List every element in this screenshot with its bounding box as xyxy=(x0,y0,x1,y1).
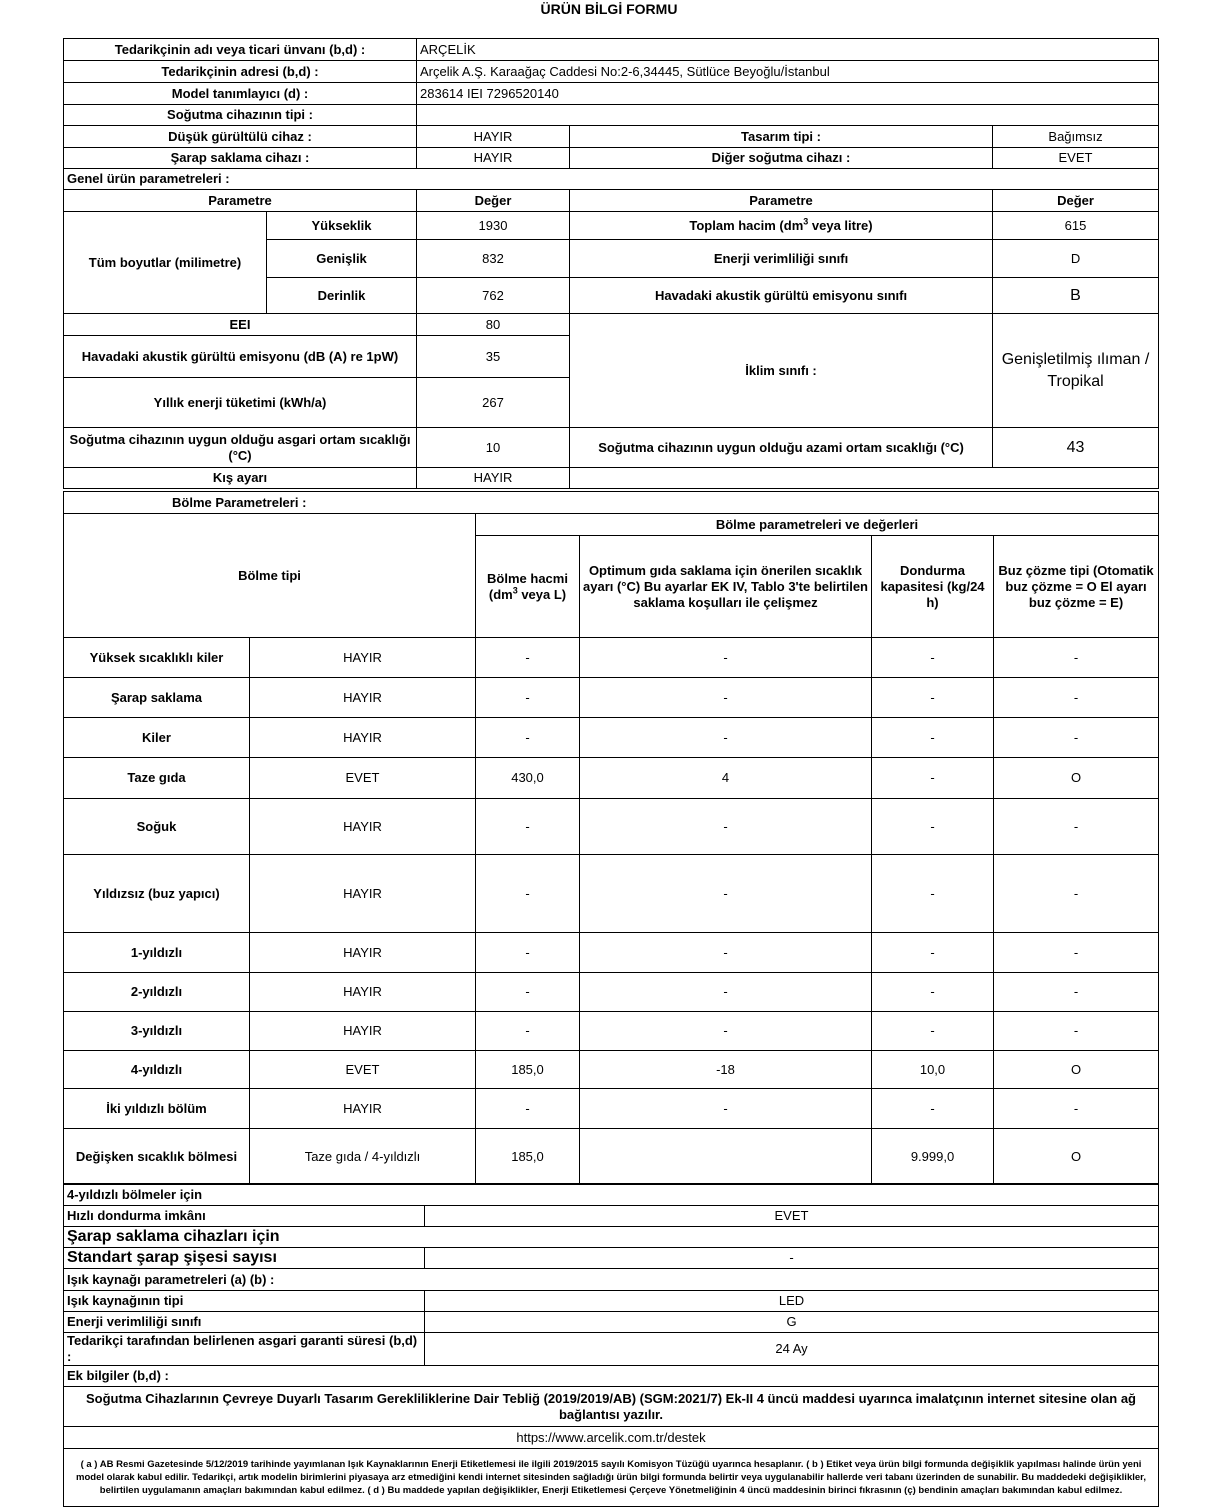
compartment-row xyxy=(64,973,1159,1012)
compartment-volume: - xyxy=(476,638,580,678)
compartment-freeze: - xyxy=(872,758,994,799)
compartment-type-header: Bölme tipi xyxy=(64,514,476,638)
winter-setting-value: HAYIR xyxy=(417,468,570,489)
compartment-volume: - xyxy=(476,718,580,758)
compartment-temp: - xyxy=(580,678,872,718)
design-type-label: Tasarım tipi : xyxy=(570,126,993,148)
compartment-freeze: - xyxy=(872,678,994,718)
compartment-volume: 185,0 xyxy=(476,1129,580,1185)
compartment-row xyxy=(64,1051,1159,1089)
eei-value: 80 xyxy=(417,314,570,336)
wine-appliance-label: Şarap saklama cihazı : xyxy=(64,148,417,169)
max-temp-label: Soğutma cihazının uygun olduğu azami ortam sıcaklığı (°C) xyxy=(570,428,993,468)
appliance-type-label: Soğutma cihazının tipi : xyxy=(64,105,417,126)
compartment-volume: - xyxy=(476,799,580,855)
noise-class-label: Havadaki akustik gürültü emisyonu sınıfı xyxy=(570,278,993,314)
fast-freeze-value: EVET xyxy=(425,1206,1159,1227)
compartment-name: Şarap saklama xyxy=(64,678,250,718)
compartment-volume: - xyxy=(476,678,580,718)
max-temp-value: 43 xyxy=(993,428,1159,468)
compartment-row xyxy=(64,1012,1159,1051)
compartment-defrost: - xyxy=(994,933,1159,973)
depth-label: Derinlik xyxy=(267,278,417,314)
compartment-defrost: - xyxy=(994,718,1159,758)
compartment-defrost: - xyxy=(994,1089,1159,1129)
compartment-present: EVET xyxy=(250,758,476,799)
supplier-address-value: Arçelik A.Ş. Karaağaç Caddesi No:2-6,34445, Sütlüce Beyoğlu/İstanbul xyxy=(417,61,1159,83)
value-header: Değer xyxy=(417,190,570,212)
compartment-name: 1-yıldızlı xyxy=(64,933,250,973)
compartment-defrost: - xyxy=(994,1012,1159,1051)
winter-setting-blank xyxy=(570,468,1159,489)
compartment-defrost-header: Buz çözme tipi (Otomatik buz çözme = O El ayarı buz çözme = E) xyxy=(994,536,1159,638)
wine-section-label: Şarap saklama cihazları için xyxy=(64,1227,1159,1248)
compartment-row xyxy=(64,1089,1159,1129)
compartment-name: Yıldızsız (buz yapıcı) xyxy=(64,855,250,933)
compartment-name: Taze gıda xyxy=(64,758,250,799)
climate-class-label: İklim sınıfı : xyxy=(570,314,993,428)
supplier-name-value: ARÇELİK xyxy=(417,39,1159,61)
compartment-freeze: - xyxy=(872,1012,994,1051)
compartment-name: Kiler xyxy=(64,718,250,758)
compartment-freeze: - xyxy=(872,799,994,855)
annual-energy-value: 267 xyxy=(417,378,570,428)
compartment-temp: 4 xyxy=(580,758,872,799)
general-section-label: Genel ürün parametreleri : xyxy=(64,169,1159,190)
compartment-row xyxy=(64,855,1159,933)
compartment-present: HAYIR xyxy=(250,933,476,973)
compartment-defrost: - xyxy=(994,799,1159,855)
value-header-2: Değer xyxy=(993,190,1159,212)
compartment-temp: - xyxy=(580,1012,872,1051)
total-volume-value: 615 xyxy=(993,212,1159,240)
depth-value: 762 xyxy=(417,278,570,314)
compartment-volume: - xyxy=(476,1089,580,1129)
light-type-label: Işık kaynağının tipi xyxy=(64,1291,425,1312)
compartment-freeze: - xyxy=(872,855,994,933)
height-value: 1930 xyxy=(417,212,570,240)
compartment-name: 3-yıldızlı xyxy=(64,1012,250,1051)
compartment-row xyxy=(64,799,1159,855)
compartment-table xyxy=(63,491,1159,1185)
compartment-freeze-header: Dondurma kapasitesi (kg/24 h) xyxy=(872,536,994,638)
light-class-label: Enerji verimliliği sınıfı xyxy=(64,1312,425,1333)
compartment-section-label: Bölme Parametreleri : xyxy=(64,492,1159,514)
low-noise-label: Düşük gürültülü cihaz : xyxy=(64,126,417,148)
bottom-table xyxy=(63,1183,1159,1507)
climate-class-value: Genişletilmiş ılıman / Tropikal xyxy=(993,314,1159,428)
extra-info-text: Soğutma Cihazlarının Çevreye Duyarlı Tasarım Gerekliliklerine Dair Tebliğ (2019/2019/AB) (SGM:2021/7) Ek-II 4 üncü maddesi uyarınca imalatçının internet sitesine olan ağ bağlantısı yazılır. xyxy=(64,1387,1159,1427)
compartment-temp: - xyxy=(580,638,872,678)
compartment-defrost: O xyxy=(994,758,1159,799)
extra-info-label: Ek bilgiler (b,d) : xyxy=(64,1366,1159,1387)
form-title: ÜRÜN BİLGİ FORMU xyxy=(540,1,678,17)
design-type-value: Bağımsız xyxy=(993,126,1159,148)
compartment-freeze: 9.999,0 xyxy=(872,1129,994,1185)
compartment-freeze: - xyxy=(872,718,994,758)
compartment-freeze: 10,0 xyxy=(872,1051,994,1089)
supplier-name-label: Tedarikçinin adı veya ticari ünvanı (b,d) : xyxy=(64,39,417,61)
support-link[interactable]: https://www.arcelik.com.tr/destek xyxy=(64,1427,1159,1449)
compartment-row xyxy=(64,1129,1159,1185)
compartment-row xyxy=(64,718,1159,758)
compartment-present: HAYIR xyxy=(250,799,476,855)
noise-db-label: Havadaki akustik gürültü emisyonu (dB (A) re 1pW) xyxy=(64,336,417,378)
compartment-freeze: - xyxy=(872,933,994,973)
param-header-2: Parametre xyxy=(570,190,993,212)
compartment-defrost: O xyxy=(994,1129,1159,1185)
noise-db-value: 35 xyxy=(417,336,570,378)
height-label: Yükseklik xyxy=(267,212,417,240)
compartment-row xyxy=(64,933,1159,973)
compartment-name: 4-yıldızlı xyxy=(64,1051,250,1089)
compartment-volume: 430,0 xyxy=(476,758,580,799)
compartment-temp: - xyxy=(580,933,872,973)
compartment-name: Soğuk xyxy=(64,799,250,855)
min-temp-label: Soğutma cihazının uygun olduğu asgari ortam sıcaklığı (°C) xyxy=(64,428,417,468)
compartment-volume: - xyxy=(476,1012,580,1051)
general-table xyxy=(63,38,1159,489)
compartment-temp: - xyxy=(580,718,872,758)
compartment-present: HAYIR xyxy=(250,678,476,718)
compartment-volume: - xyxy=(476,973,580,1012)
warranty-value: 24 Ay xyxy=(425,1333,1159,1366)
compartment-present: Taze gıda / 4-yıldızlı xyxy=(250,1129,476,1185)
compartment-freeze: - xyxy=(872,638,994,678)
eei-label: EEI xyxy=(64,314,417,336)
compartment-present: HAYIR xyxy=(250,1089,476,1129)
light-type-value: LED xyxy=(425,1291,1159,1312)
compartment-temp: - xyxy=(580,855,872,933)
wine-appliance-value: HAYIR xyxy=(417,148,570,169)
annual-energy-label: Yıllık enerji tüketimi (kWh/a) xyxy=(64,378,417,428)
compartment-freeze: - xyxy=(872,1089,994,1129)
compartment-temp: - xyxy=(580,799,872,855)
energy-class-value: D xyxy=(993,240,1159,278)
compartment-name: Yüksek sıcaklıklı kiler xyxy=(64,638,250,678)
compartment-volume: 185,0 xyxy=(476,1051,580,1089)
wine-bottles-value: - xyxy=(425,1248,1159,1269)
winter-setting-label: Kış ayarı xyxy=(64,468,417,489)
four-star-section-label: 4-yıldızlı bölmeler için xyxy=(64,1184,1159,1206)
low-noise-value: HAYIR xyxy=(417,126,570,148)
other-appliance-value: EVET xyxy=(993,148,1159,169)
compartment-row xyxy=(64,678,1159,718)
compartment-group-header: Bölme parametreleri ve değerleri xyxy=(476,514,1159,536)
compartment-defrost: - xyxy=(994,855,1159,933)
energy-class-label: Enerji verimliliği sınıfı xyxy=(570,240,993,278)
min-temp-value: 10 xyxy=(417,428,570,468)
wine-bottles-label: Standart şarap şişesi sayısı xyxy=(64,1248,425,1269)
compartment-volume-header: Bölme hacmi ($dm^3$ veya L) xyxy=(476,536,580,638)
compartment-temp xyxy=(580,1129,872,1185)
warranty-label: Tedarikçi tarafından belirlenen asgari garanti süresi (b,d) : xyxy=(64,1333,425,1366)
compartment-temp: - xyxy=(580,973,872,1012)
compartment-present: HAYIR xyxy=(250,1012,476,1051)
compartment-defrost: - xyxy=(994,638,1159,678)
compartment-volume: - xyxy=(476,855,580,933)
total-volume-label: Toplam hacim ($dm^3$ veya litre) xyxy=(570,212,993,240)
compartment-row xyxy=(64,758,1159,799)
model-value: 283614 IEI 7296520140 xyxy=(417,83,1159,105)
model-label: Model tanımlayıcı (d) : xyxy=(64,83,417,105)
compartment-defrost: - xyxy=(994,973,1159,1012)
compartment-name: 2-yıldızlı xyxy=(64,973,250,1012)
compartment-present: HAYIR xyxy=(250,973,476,1012)
light-section-label: Işık kaynağı parametreleri (a) (b) : xyxy=(64,1269,1159,1291)
supplier-address-label: Tedarikçinin adresi (b,d) : xyxy=(64,61,417,83)
compartment-defrost: - xyxy=(994,678,1159,718)
compartment-defrost: O xyxy=(994,1051,1159,1089)
light-class-value: G xyxy=(425,1312,1159,1333)
width-value: 832 xyxy=(417,240,570,278)
appliance-type-value xyxy=(417,105,1159,126)
compartment-present: HAYIR xyxy=(250,855,476,933)
compartment-temp: -18 xyxy=(580,1051,872,1089)
compartment-present: HAYIR xyxy=(250,638,476,678)
other-appliance-label: Diğer soğutma cihazı : xyxy=(570,148,993,169)
compartment-present: HAYIR xyxy=(250,718,476,758)
compartment-name: İki yıldızlı bölüm xyxy=(64,1089,250,1129)
compartment-row xyxy=(64,638,1159,678)
compartment-present: EVET xyxy=(250,1051,476,1089)
noise-class-value: B xyxy=(993,278,1159,314)
param-header: Parametre xyxy=(64,190,417,212)
compartment-name: Değişken sıcaklık bölmesi xyxy=(64,1129,250,1185)
compartment-freeze: - xyxy=(872,973,994,1012)
fast-freeze-label: Hızlı dondurma imkânı xyxy=(64,1206,425,1227)
dimensions-label: Tüm boyutlar (milimetre) xyxy=(64,212,267,314)
compartment-volume: - xyxy=(476,933,580,973)
compartment-temp-header: Optimum gıda saklama için önerilen sıcaklık ayarı (°C) Bu ayarlar EK IV, Tablo 3'te belirtilen saklama koşulları ile çelişmez xyxy=(580,536,872,638)
footnote: ( a ) AB Resmi Gazetesinde 5/12/2019 tarihinde yayımlanan Işık Kaynaklarının Enerji Etiketlemesi ile ilgili 2019/2015 sayılı Komisyon Tüzüğü uyarınca hesaplanır. ( b ) Etiket veya ürün bilgi formunda değişiklik yapılması halinde ürün yeni model olarak kabul edilir. Tedarikçi, artık modelin birimlerini piyasaya arz etmediğini kendi internet sitesinden sağladığı ürün bilgi formunda belirtir veya uygulanabilir hallerde veri tabanı üzerinden de sunabilir. Bu maddedeki değişiklikler, belirtilen uygulamanın amaçları bakımından kabul edilmez. ( d ) Bu maddede yapılan değişiklikler, Enerji Etiketlemesi Çerçeve Yönetmeliğinin 4 üncü maddesinin birinci fıkrasının (ç) bendinin amaçları bakımından kabul edilmez. xyxy=(64,1449,1159,1507)
width-label: Genişlik xyxy=(267,240,417,278)
compartment-temp: - xyxy=(580,1089,872,1129)
